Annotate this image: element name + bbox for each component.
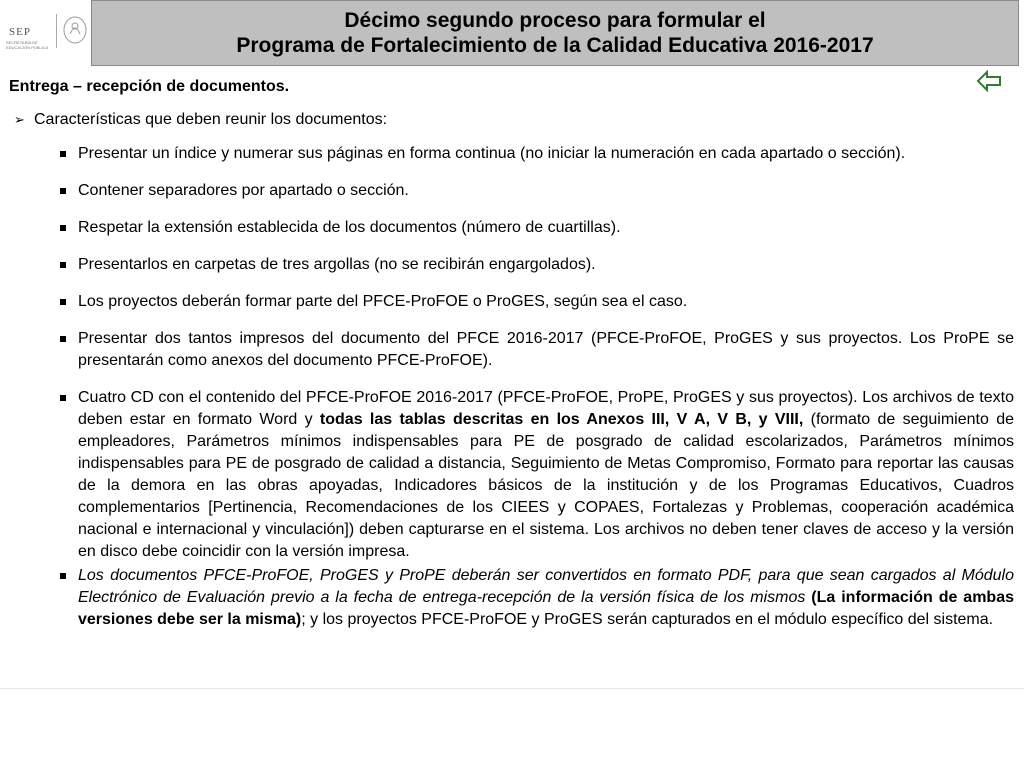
title-line-1: Décimo segundo proceso para formular el — [344, 9, 766, 32]
list-item-pdf — [58, 565, 1014, 631]
pdf-text-bold: (La información de ambas versiones debe ser la misma) — [78, 589, 1014, 628]
footer-band — [0, 688, 1024, 769]
list-item: Respetar la extensión establecida de los documentos (número de cuartillas). — [58, 217, 1014, 239]
list-item: Los proyectos deberán formar parte del PFCE-ProFOE o ProGES, según sea el caso. — [58, 291, 1014, 313]
cd-text-bold: todas las tablas descritas en los Anexos III, V A, V B, y VIII, — [319, 411, 804, 428]
section-title: Entrega – recepción de documentos. — [9, 78, 290, 95]
list-item: Contener separadores por apartado o sección. — [58, 180, 1014, 202]
list-item: Presentar dos tantos impresos del documento del PFCE 2016-2017 (PFCE-ProFOE, ProGES y sus proyectos. Los ProPE se presentarán como anexos del documento PFCE-ProFOE). — [58, 328, 1014, 372]
features-heading — [14, 111, 387, 129]
pdf-text-italic: Los documentos PFCE-ProFOE, ProGES y ProPE deberán ser convertidos en formato PDF, para que sean cargados al Módulo Electrónico de Evaluación previo a la fecha de entrega-recepción de la versión física de los mismos — [78, 567, 1014, 606]
requirements-list — [58, 143, 1014, 646]
national-seal-icon — [62, 14, 88, 46]
back-arrow-icon[interactable] — [976, 70, 1002, 92]
chevron-right-icon: ➢ — [14, 112, 25, 127]
pdf-text-rest: ; y los proyectos PFCE-ProFOE y ProGES serán capturados en el módulo específico del sistema. — [301, 611, 994, 628]
list-item: Presentarlos en carpetas de tres argollas (no se recibirán engargolados). — [58, 254, 1014, 276]
title-line-2: Programa de Fortalecimiento de la Calidad Educativa 2016-2017 — [236, 34, 874, 57]
sep-logo — [0, 0, 92, 66]
cd-text-1: Cuatro CD con el contenido del PFCE-ProFOE 2016-2017 (PFCE-ProFOE, ProPE, ProGES y sus proyectos). Los archivos de texto deben estar en formato Word y — [78, 389, 1014, 428]
cd-text-2: (formato de seguimiento de empleadores, Parámetros mínimos indispensables para PE de posgrado de calidad escolarizados, Parámetros mínimos indispensables para PE de posgrado de calidad a distancia, Seguimiento de Metas Compromiso, Formato para reportar las causas de la demora en las obras apoyadas, Indicadores básicos de la institución y de los Programas Educativos, Cuadros complementarios [Pertinencia, Recomendaciones de los CIEES y COPAES, Fortalezas y Problemas, cooperación académica nacional e internacional y vinculación]) deben capturarse en el sistema. Los archivos no deben tener claves de acceso y la versión en disco debe coincidir con la versión impresa. — [78, 411, 1014, 560]
list-item-cd — [58, 387, 1014, 563]
sep-logo-text: SEP — [9, 26, 31, 38]
logo-divider — [56, 14, 57, 48]
sep-logo-subtitle: SECRETARÍA DE EDUCACIÓN PÚBLICA — [6, 40, 49, 50]
list-item: Presentar un índice y numerar sus páginas en forma continua (no iniciar la numeración en cada apartado o sección). — [58, 143, 1014, 165]
features-label: Características que deben reunir los documentos: — [34, 111, 388, 128]
title-banner — [91, 0, 1019, 66]
